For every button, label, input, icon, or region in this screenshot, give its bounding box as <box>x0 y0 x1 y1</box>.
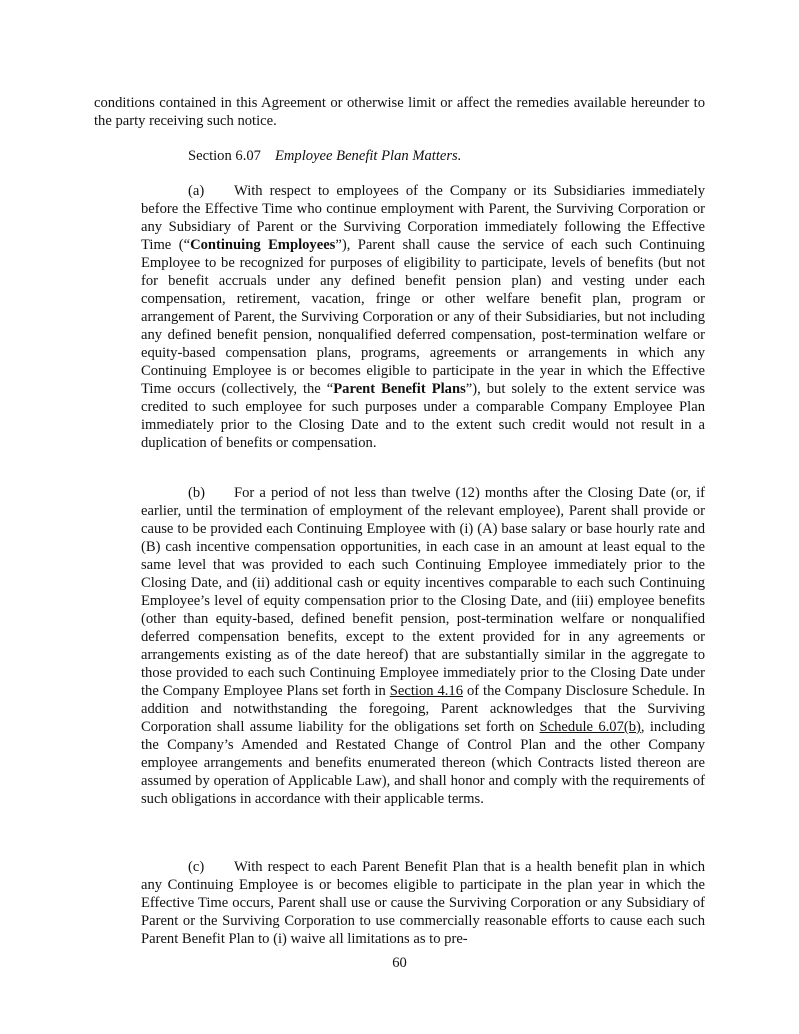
paragraph-a-text-3: ”), but solely to the extent service was credited to such employee for such purposes under a comparable Company Employee Plan immediately prior to the Closing Date and to the extent such credit would not result in a duplication of benefits or compensation. <box>141 381 706 451</box>
continued-paragraph <box>94 94 705 130</box>
paragraph-b-text-2: of the Company Disclosure Schedule. In addition and notwithstanding the foregoing, Parent acknowledges that the Surviving Corporation shall assume liability for the obligations set forth on <box>141 683 706 735</box>
paragraph-c <box>141 858 705 948</box>
page-number: 60 <box>392 955 407 971</box>
paragraph-b-text-1: For a period of not less than twelve (12) months after the Closing Date (or, if earlier, until the termination of employment of the relevant employee), Parent shall provide or cause to be provided each Continuing Employee with (i) (A) base salary or base hourly rate and (B) cash incentive compensation opportunities, in each case in an amount at least equal to the same level that was provided to each such Continuing Employee immediately prior to the Closing Date, and (ii) additional cash or equity incentives comparable to each such Continuing Employee’s level of equity compensation prior to the Closing Date, and (iii) employee benefits (other than equity-based, defined benefit pension, post-termination welfare or nonqualified deferred compensation benefits, except to the extent provided for in any agreements or arrangements existing as of the date hereof) that are substantially similar in the aggregate to those provided to each such Continuing Employee immediately prior to the Closing Date under the Company Employee Plans set forth in <box>141 485 705 699</box>
section-heading <box>188 147 461 165</box>
paragraph-a-text-1: With respect to employees of the Company or its Subsidiaries immediately before the Effective Time who continue employment with Parent, the Surviving Corporation or any Subsidiary of Parent or the Surviving Corporation immediately following the Effective Time (“ <box>141 183 705 253</box>
continued-paragraph-text: conditions contained in this Agreement or otherwise limit or affect the remedies available hereunder to the party receiving such notice. <box>94 95 705 129</box>
defined-term-continuing-employees: Continuing Employees <box>190 237 336 253</box>
paragraph-b-label: (b) <box>188 485 206 501</box>
section-title: Employee Benefit Plan Matters. <box>274 148 462 164</box>
paragraph-a <box>141 182 705 452</box>
paragraph-b <box>141 484 705 808</box>
section-4-16-reference: Section 4.16 <box>389 683 464 699</box>
paragraph-a-label: (a) <box>188 183 205 199</box>
paragraph-a-text-2: ”), Parent shall cause the service of each such Continuing Employee to be recognized for purposes of eligibility to participate, levels of benefits (but not for benefit accruals under any defined benefit pension plan) and vesting under each compensation, retirement, vacation, fringe or other welfare benefit plan, program or arrangement of Parent, the Surviving Corporation or any of their Subsidiaries, but not including any defined benefit pension, nonqualified deferred compensation, post-termination welfare or equity-based compensation plans, programs, agreements or arrangements in which any Continuing Employee is or becomes eligible to participate in the year in which the Effective Time occurs (collectively, the “ <box>141 237 705 397</box>
paragraph-b-text-3: , including the Company’s Amended and Restated Change of Control Plan and the other Company employee arrangements and benefits enumerated thereon (which Contracts listed thereon are assumed by operation of Applicable Law), and shall honor and comply with the requirements of such obligations in accordance with their applicable terms. <box>141 719 705 807</box>
defined-term-parent-benefit-plans: Parent Benefit Plans <box>333 381 466 397</box>
schedule-6-07b-reference: Schedule 6.07(b) <box>539 719 641 735</box>
paragraph-c-text: With respect to each Parent Benefit Plan that is a health benefit plan in which any Continuing Employee is or becomes eligible to participate in the plan year in which the Effective Time occurs, Parent shall use or cause the Surviving Corporation or any Subsidiary of Parent or the Surviving Corporation to use commercially reasonable efforts to cause each such Parent Benefit Plan to (i) waive all limitations as to pre- <box>141 859 705 947</box>
section-number: Section 6.07 <box>188 148 261 164</box>
paragraph-c-label: (c) <box>188 859 205 875</box>
